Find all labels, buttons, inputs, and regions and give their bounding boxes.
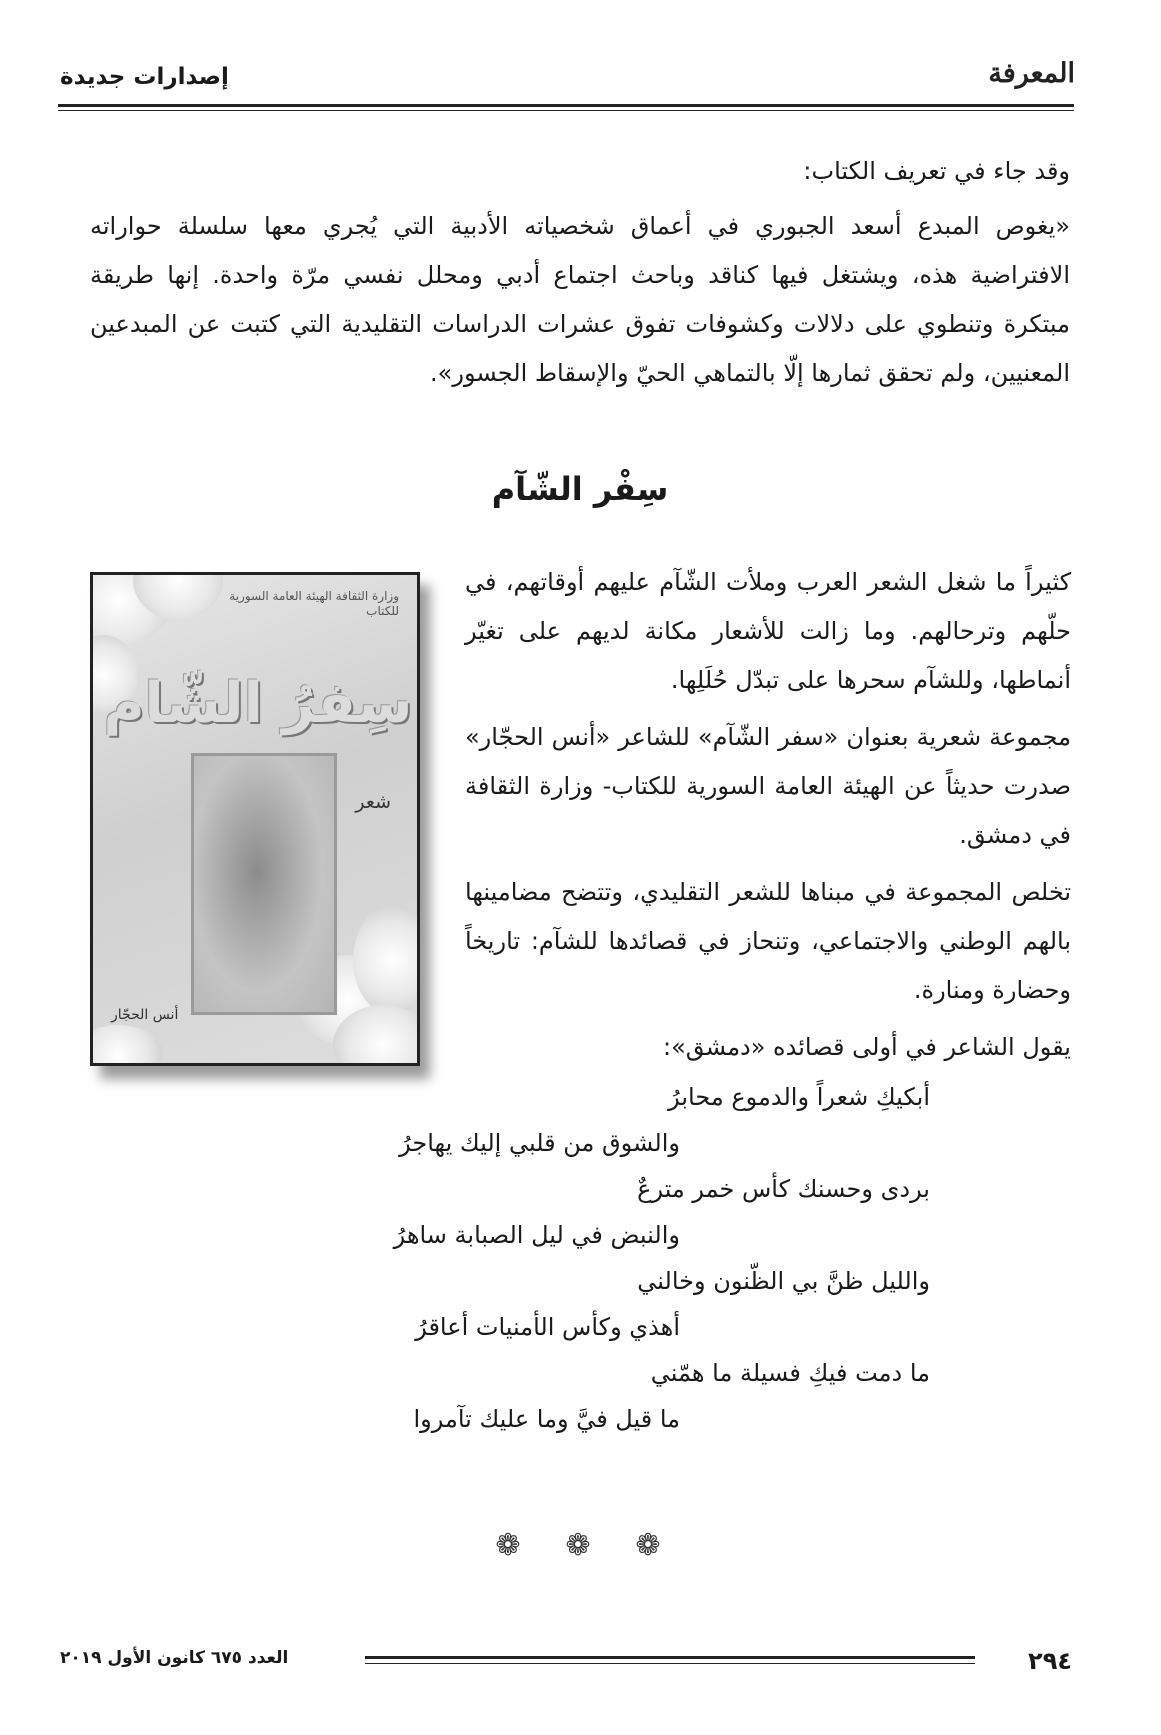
footer-rule <box>365 1656 975 1659</box>
issue-info: العدد ٦٧٥ كانون الأول ٢٠١٩ <box>60 1648 289 1668</box>
body-paragraph: يقول الشاعر في أولى قصائده «دمشق»: <box>663 1033 1071 1061</box>
header-rule-thin <box>58 110 1074 111</box>
intro-line: وقد جاء في تعريف الكتاب: <box>803 157 1070 185</box>
poem-verse: أبكيكِ شعراً والدموع محابرُ <box>668 1083 930 1111</box>
footer-rule-thin <box>365 1663 975 1664</box>
poem-verse: والشوق من قلبي إليك يهاجرُ <box>399 1129 680 1157</box>
cover-publisher: وزارة الثقافة الهيئة العامة السورية للكتاب <box>229 589 399 618</box>
body-paragraph: كثيراً ما شغل الشعر العرب وملأت الشّآم عليهم أوقاتهم، في حلّهم وترحالهم. وما زالت للأشعار مكانة لديهم على تغيّر أنماطها، وللشآم سحرها على تبدّل حُلَلِها. <box>465 568 1071 694</box>
flower-ornament-icon: ❁ <box>565 1528 591 1563</box>
poem-verse: والنبض في ليل الصبابة ساهرُ <box>393 1221 680 1249</box>
poem-verse: بردى وحسنك كأس خمر مترعٌ <box>637 1175 930 1203</box>
body-paragraph: مجموعة شعرية بعنوان «سفر الشّآم» للشاعر «أنس الحجّار» صدرت حديثاً عن الهيئة العامة السورية للكتاب- وزارة الثقافة في دمشق. <box>465 723 1071 849</box>
flower-ornament-icon: ❁ <box>635 1528 661 1563</box>
page-number: ٢٩٤ <box>1028 1647 1072 1675</box>
article-title: سِفْر الشّآم <box>491 470 669 508</box>
poem-verse: والليل ظنَّ بي الظّنون وخالني <box>637 1267 930 1295</box>
poem-verse: ما دمت فيكِ فسيلة ما همّني <box>650 1359 930 1387</box>
poem-verse: ما قيل فيَّ وما عليك تآمروا <box>413 1405 680 1433</box>
cover-title: سِفرُ الشّام <box>103 671 413 736</box>
cover-author: أنس الحجّار <box>111 1007 179 1023</box>
book-description-quote: «يغوص المبدع أسعد الجبوري في أعماق شخصياته الأدبية التي يُجري معها سلسلة حواراته الافتراضية هذه، ويشتغل فيها كناقد وباحث اجتماع أدبي ومحلل نفسي مرّة واحدة. إنها طريقة مبتكرة وتنطوي على دلالات وكشوفات تفوق عشرات الدراسات التقليدية التي كتبت عن المبدعين المعنيين، ولم تحقق ثمارها إلّا بالتماهي الحيّ والإسقاط الجسور». <box>90 212 1070 387</box>
section-heading: إصدارات جديدة <box>60 64 229 90</box>
book-cover-image <box>90 572 420 1066</box>
cover-genre: شعر <box>355 791 391 813</box>
header-rule <box>58 104 1074 107</box>
magazine-logo: المعرفة <box>988 58 1075 89</box>
body-paragraph: تخلص المجموعة في مبناها للشعر التقليدي، وتتضح مضامينها بالهم الوطني والاجتماعي، وتنحاز في قصائدها للشآم: تاريخاً وحضارة ومنارة. <box>465 878 1071 1004</box>
poem-verse: أهذي وكأس الأمنيات أعاقرُ <box>415 1313 680 1341</box>
flower-ornament-icon: ❁ <box>495 1528 521 1563</box>
cover-artwork <box>191 753 337 1015</box>
